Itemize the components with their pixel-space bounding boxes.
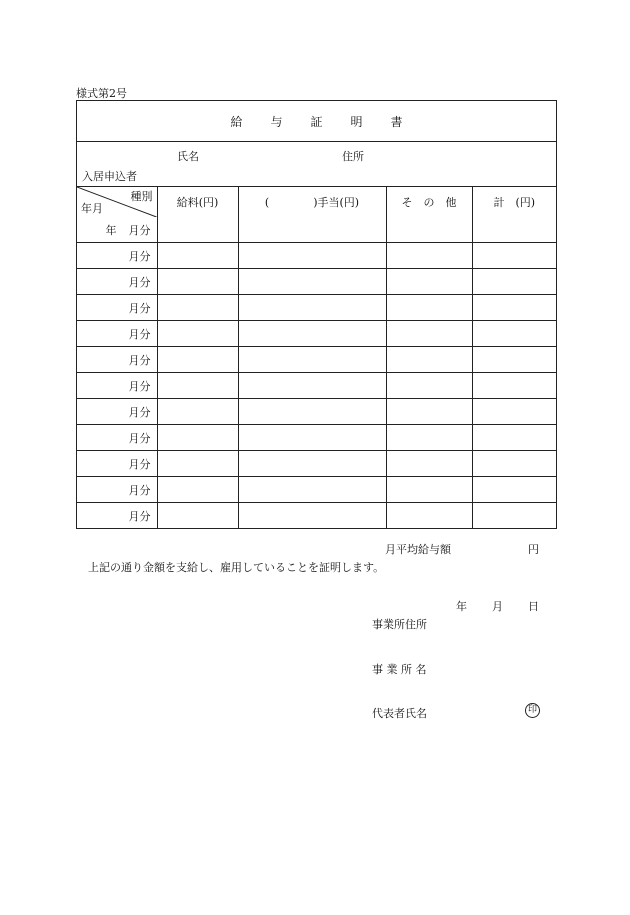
- amount-cell[interactable]: [386, 321, 472, 347]
- amount-cell[interactable]: [472, 269, 556, 295]
- column-header: そ の 他: [386, 187, 472, 217]
- amount-cell[interactable]: [238, 477, 386, 503]
- title-char: 証: [310, 114, 323, 129]
- seal-mark: 印: [525, 703, 540, 718]
- month-label: 月分: [128, 379, 151, 393]
- amount-cell[interactable]: [157, 477, 238, 503]
- applicant-name-label: 氏名: [177, 150, 199, 163]
- amount-cell[interactable]: [157, 217, 238, 243]
- month-cell: [77, 269, 157, 295]
- amount-cell[interactable]: [472, 243, 556, 269]
- representative-name-label: 代表者氏名: [372, 707, 427, 720]
- header-yearmonth-label: 年月: [81, 202, 103, 215]
- table-row: [77, 217, 556, 243]
- business-address-label: 事業所住所: [372, 618, 427, 631]
- amount-cell[interactable]: [386, 295, 472, 321]
- amount-cell[interactable]: [157, 399, 238, 425]
- amount-cell[interactable]: [238, 295, 386, 321]
- form-number: 様式第2号: [76, 87, 127, 100]
- month-label: 月分: [128, 275, 151, 289]
- month-cell: [77, 347, 157, 373]
- year-label: 年: [105, 223, 117, 237]
- table-row: [77, 243, 556, 269]
- amount-cell[interactable]: [472, 503, 556, 529]
- amount-cell[interactable]: [386, 477, 472, 503]
- table-row: [77, 321, 556, 347]
- applicant-label: 入居申込者: [82, 170, 137, 183]
- table-row: [77, 295, 556, 321]
- column-header: ( )手当(円): [238, 187, 386, 217]
- title-char: 給: [230, 114, 243, 129]
- amount-cell[interactable]: [386, 425, 472, 451]
- month-label: 月分: [128, 223, 151, 237]
- amount-cell[interactable]: [157, 295, 238, 321]
- amount-cell[interactable]: [472, 425, 556, 451]
- salary-table: [77, 187, 556, 528]
- table-row: [77, 425, 556, 451]
- month-cell: [77, 425, 157, 451]
- month-label: 月分: [128, 457, 151, 471]
- amount-cell[interactable]: [238, 243, 386, 269]
- table-row: [77, 269, 556, 295]
- month-cell: [77, 451, 157, 477]
- amount-cell[interactable]: [472, 451, 556, 477]
- month-label: 月分: [128, 405, 151, 419]
- amount-cell[interactable]: [238, 451, 386, 477]
- month-cell: [77, 295, 157, 321]
- month-cell: [77, 321, 157, 347]
- amount-cell[interactable]: [238, 425, 386, 451]
- monthly-average-label: 月平均給与額: [385, 543, 451, 556]
- table-header-row: [77, 187, 556, 217]
- amount-cell[interactable]: [386, 347, 472, 373]
- month-label: 月分: [128, 353, 151, 367]
- amount-cell[interactable]: [238, 373, 386, 399]
- month-label: 月分: [128, 301, 151, 315]
- month-cell: [77, 399, 157, 425]
- amount-cell[interactable]: [472, 347, 556, 373]
- applicant-address-label: 住所: [342, 150, 364, 163]
- date-month-label: 月: [492, 600, 503, 613]
- amount-cell[interactable]: [472, 399, 556, 425]
- amount-cell[interactable]: [386, 243, 472, 269]
- table-row: [77, 373, 556, 399]
- month-label: 月分: [128, 249, 151, 263]
- amount-cell[interactable]: [472, 477, 556, 503]
- table-row: [77, 451, 556, 477]
- month-label: 月分: [128, 483, 151, 497]
- month-label: 月分: [128, 431, 151, 445]
- month-cell: [77, 217, 157, 243]
- amount-cell[interactable]: [238, 269, 386, 295]
- month-cell: [77, 373, 157, 399]
- month-cell: [77, 477, 157, 503]
- column-header: 給料(円): [157, 187, 238, 217]
- amount-cell[interactable]: [238, 399, 386, 425]
- amount-cell[interactable]: [157, 243, 238, 269]
- amount-cell[interactable]: [386, 217, 472, 243]
- amount-cell[interactable]: [157, 451, 238, 477]
- table-row: [77, 399, 556, 425]
- monthly-average-unit: 円: [528, 543, 539, 556]
- amount-cell[interactable]: [386, 373, 472, 399]
- month-label: 月分: [128, 509, 151, 523]
- header-diagonal-cell: [77, 187, 157, 217]
- table-row: [77, 503, 556, 529]
- amount-cell[interactable]: [472, 217, 556, 243]
- title-char: 与: [270, 114, 283, 129]
- amount-cell[interactable]: [238, 321, 386, 347]
- amount-cell[interactable]: [238, 217, 386, 243]
- amount-cell[interactable]: [472, 295, 556, 321]
- month-cell: [77, 243, 157, 269]
- amount-cell[interactable]: [386, 503, 472, 529]
- amount-cell[interactable]: [157, 425, 238, 451]
- amount-cell[interactable]: [157, 503, 238, 529]
- applicant-section: [77, 142, 556, 187]
- amount-cell[interactable]: [157, 347, 238, 373]
- document-title: [77, 101, 556, 142]
- date-year-label: 年: [456, 600, 467, 613]
- amount-cell[interactable]: [157, 269, 238, 295]
- title-char: 明: [350, 114, 363, 129]
- table-row: [77, 477, 556, 503]
- salary-certificate-form: [76, 100, 557, 529]
- date-day-label: 日: [528, 600, 539, 613]
- business-name-label: 事 業 所 名: [372, 663, 427, 676]
- amount-cell[interactable]: [238, 503, 386, 529]
- amount-cell[interactable]: [472, 321, 556, 347]
- table-row: [77, 347, 556, 373]
- amount-cell[interactable]: [386, 451, 472, 477]
- title-char: 書: [390, 114, 403, 129]
- month-label: 月分: [128, 327, 151, 341]
- amount-cell[interactable]: [157, 321, 238, 347]
- amount-cell[interactable]: [157, 373, 238, 399]
- amount-cell[interactable]: [386, 269, 472, 295]
- month-cell: [77, 503, 157, 529]
- certification-statement: 上記の通り金額を支給し、雇用していることを証明します。: [88, 561, 385, 574]
- amount-cell[interactable]: [472, 373, 556, 399]
- amount-cell[interactable]: [238, 347, 386, 373]
- header-type-label: 種別: [130, 190, 153, 203]
- column-header: 計 (円): [472, 187, 556, 217]
- amount-cell[interactable]: [386, 399, 472, 425]
